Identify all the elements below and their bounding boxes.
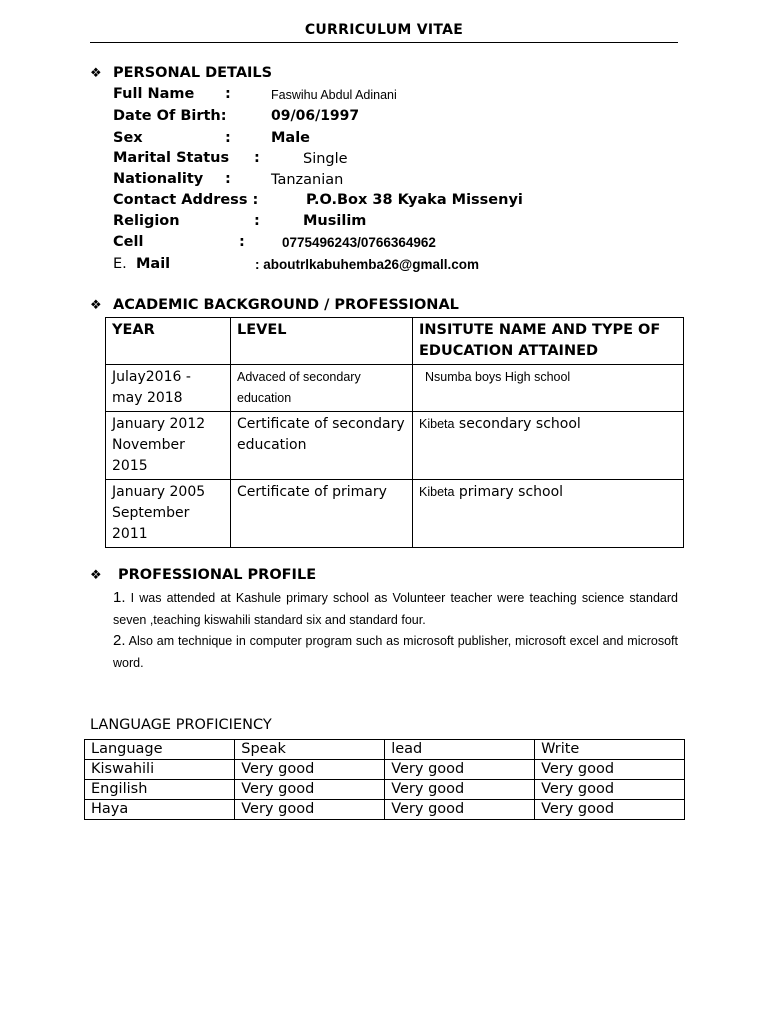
- speak-cell: Very good: [235, 760, 385, 780]
- full-name-colon: :: [225, 86, 231, 102]
- academic-table: [105, 317, 684, 548]
- header-language: Language: [85, 740, 235, 760]
- header-lead: lead: [385, 740, 535, 760]
- table-row: [85, 780, 685, 800]
- bullet-diamond-icon: ❖: [90, 298, 102, 313]
- sex-label: Sex: [113, 130, 143, 146]
- level-cell: Certificate of secondary education: [231, 412, 413, 480]
- institute-type: primary school: [458, 484, 564, 500]
- personal-details-heading: PERSONAL DETAILS: [113, 65, 273, 81]
- speak-cell: Very good: [235, 780, 385, 800]
- dob-value: 09/06/1997: [271, 108, 360, 124]
- table-header-row: [106, 318, 684, 365]
- header-speak: Speak: [235, 740, 385, 760]
- bullet-diamond-icon: ❖: [90, 66, 102, 81]
- cell-value: 0775496243/0766364962: [282, 235, 436, 250]
- table-header-row: [85, 740, 685, 760]
- header-write: Write: [535, 740, 685, 760]
- header-institute: INSITUTE NAME AND TYPE OF EDUCATION ATTAINED: [413, 318, 684, 365]
- bullet-diamond-icon: ❖: [90, 568, 102, 583]
- write-cell: Very good: [535, 800, 685, 820]
- write-cell: Very good: [535, 760, 685, 780]
- table-row: [106, 412, 684, 480]
- academic-heading: ACADEMIC BACKGROUND / PROFESSIONAL: [113, 297, 459, 313]
- document-title: CURRICULUM VITAE: [304, 22, 464, 38]
- table-row: [85, 800, 685, 820]
- profile-item-text: Also am technique in computer program such as microsoft publisher, microsoft excel and microsoft word.: [113, 634, 678, 670]
- profile-item-number: 1.: [113, 589, 126, 606]
- religion-label: Religion: [113, 213, 180, 229]
- table-row: [85, 760, 685, 780]
- profile-item: [113, 587, 678, 631]
- institute-name: Nsumba boys High school: [425, 370, 571, 384]
- email-label: Mail: [136, 256, 171, 272]
- full-name-label: Full Name: [113, 86, 195, 102]
- language-proficiency-heading: LANGUAGE PROFICIENCY: [90, 717, 272, 733]
- sex-value: Male: [271, 130, 311, 146]
- header-level: LEVEL: [231, 318, 413, 365]
- language-cell: Engilish: [85, 780, 235, 800]
- language-cell: Kiswahili: [85, 760, 235, 780]
- institute-cell: [413, 412, 684, 480]
- religion-colon: :: [254, 213, 260, 229]
- contact-address-label: Contact Address :: [113, 192, 259, 208]
- lead-cell: Very good: [385, 760, 535, 780]
- year-cell: January 2005 September 2011: [106, 480, 231, 548]
- professional-profile-heading: PROFESSIONAL PROFILE: [118, 567, 317, 583]
- marital-status-value: Single: [303, 151, 348, 167]
- lead-cell: Very good: [385, 780, 535, 800]
- contact-address-value: P.O.Box 38 Kyaka Missenyi: [306, 192, 523, 208]
- profile-item: [113, 630, 678, 674]
- profile-item-number: 2.: [113, 632, 126, 649]
- language-cell: Haya: [85, 800, 235, 820]
- header-year: YEAR: [106, 318, 231, 365]
- level-cell: Advaced of secondary education: [231, 365, 413, 412]
- institute-cell: [413, 365, 684, 412]
- nationality-value: Tanzanian: [271, 172, 344, 188]
- year-cell: January 2012 November 2015: [106, 412, 231, 480]
- lead-cell: Very good: [385, 800, 535, 820]
- nationality-colon: :: [225, 171, 231, 187]
- email-value: : aboutrlkabuhemba26@gmall.com: [255, 257, 479, 272]
- speak-cell: Very good: [235, 800, 385, 820]
- marital-status-label: Marital Status: [113, 150, 230, 166]
- year-cell: Julay2016 - may 2018: [106, 365, 231, 412]
- sex-colon: :: [225, 130, 231, 146]
- cell-colon: :: [239, 234, 245, 250]
- religion-value: Musilim: [303, 213, 367, 229]
- profile-item-text: I was attended at Kashule primary school as Volunteer teacher were teaching science standard seven ,teaching kiswahili standard six and standard four.: [113, 591, 678, 627]
- institute-cell: [413, 480, 684, 548]
- nationality-label: Nationality: [113, 171, 204, 187]
- write-cell: Very good: [535, 780, 685, 800]
- dob-label: Date Of Birth:: [113, 108, 227, 124]
- language-table: [84, 739, 685, 820]
- institute-type: secondary school: [458, 416, 581, 432]
- cell-label: Cell: [113, 234, 144, 250]
- institute-name: Kibeta: [419, 485, 455, 499]
- full-name-value: Faswihu Abdul Adinani: [271, 88, 397, 102]
- marital-status-colon: :: [254, 150, 260, 166]
- table-row: [106, 365, 684, 412]
- institute-name: Kibeta: [419, 417, 455, 431]
- title-rule: [90, 42, 678, 43]
- email-prefix: E.: [113, 256, 127, 272]
- level-cell: Certificate of primary: [231, 480, 413, 548]
- table-row: [106, 480, 684, 548]
